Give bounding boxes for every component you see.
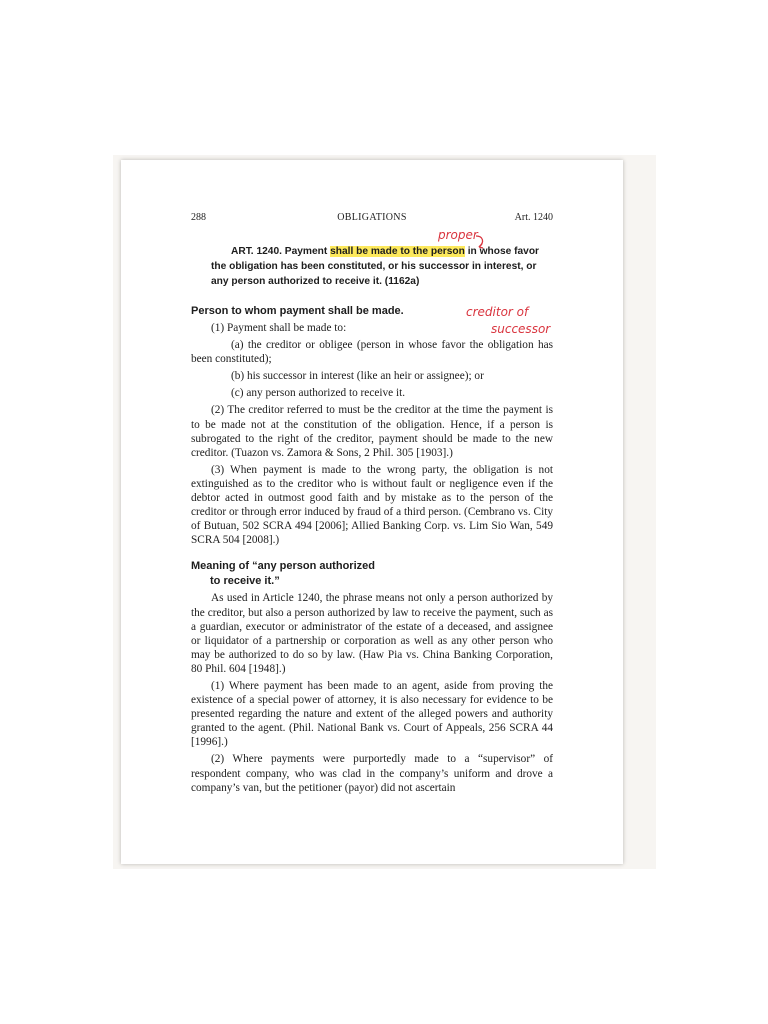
- section-heading-line: to receive it.”: [210, 575, 280, 588]
- paragraph-item-a: (a) the creditor or obligee (person in whose favor the obligation has been constituted);: [191, 339, 553, 366]
- section-heading-meaning: [191, 559, 553, 589]
- paragraph: (2) The creditor referred to must be the creditor at the time the payment is to be made not at the constitution of the obligation. Hence, if a person is subrogated to the right of the creditor, payment should be made to the new creditor. (Tuazon vs. Zamora & Sons, 2 Phil. 305 [1903].): [191, 404, 553, 459]
- annotation-arrow-icon: [473, 234, 489, 250]
- paragraph-item-b: (b) his successor in interest (like an heir or assignee); or: [231, 370, 484, 383]
- paragraph-item-c: (c) any person authorized to receive it.: [231, 387, 406, 400]
- article-rest: in whose favor the obligation has been constituted, or his successor in interest, or any person authorized to receive it. (1162a): [211, 246, 540, 287]
- running-title: OBLIGATIONS: [337, 212, 407, 223]
- handwritten-note-proper: proper: [438, 228, 478, 242]
- paragraph: As used in Article 1240, the phrase means not only a person authorized by the creditor, but also a person authorized by law to receive the payment, such as a guardian, executor or administrator of the estate of a deceased, and assignee or liquidator of a partnership or corporation as well as any other person who may be authorized to do so by law. (Haw Pia vs. China Banking Corporation, 80 Phil. 604 [1948].): [191, 592, 553, 675]
- article-reference: Art. 1240: [514, 212, 553, 223]
- highlighted-phrase: shall be made to the person: [330, 246, 465, 257]
- paragraph: (2) Where payments were purportedly made to a “supervisor” of respondent company, who was clad in the company’s uniform and drove a company’s van, but the petitioner (payor) did not ascertain: [191, 753, 553, 794]
- section-heading-person: Person to whom payment shall be made.: [191, 305, 404, 317]
- paragraph: (1) Payment shall be made to:: [211, 322, 347, 334]
- section-heading-line: Meaning of “any person authorized: [191, 560, 375, 573]
- handwritten-note-successor: successor: [491, 322, 551, 336]
- page-number: 288: [191, 212, 206, 223]
- running-header: [191, 212, 553, 226]
- article-label: ART. 1240. Payment: [231, 246, 328, 257]
- paragraph: (3) When payment is made to the wrong party, the obligation is not extinguished as to the creditor who is without fault or negligence even if the debtor acted in outmost good faith and by mistake as to the person of the creditor or through error induced by fraud of a third person. (Cembrano vs. City of Butuan, 502 SCRA 494 [2006]; Allied Banking Corp. vs. Lim Sio Wan, 549 SCRA 504 [2008].): [191, 463, 553, 547]
- paragraph: (1) Where payment has been made to an agent, aside from proving the existence of a special power of attorney, it is also necessary for evidence to be presented regarding the nature and extent of the alleged powers and authority granted to the agent. (Phil. National Bank vs. Court of Appeals, 256 SCRA 44 [1996].): [191, 679, 553, 749]
- handwritten-note-creditor: creditor of: [466, 305, 529, 319]
- document-page: [121, 160, 623, 864]
- article-text: [191, 244, 553, 289]
